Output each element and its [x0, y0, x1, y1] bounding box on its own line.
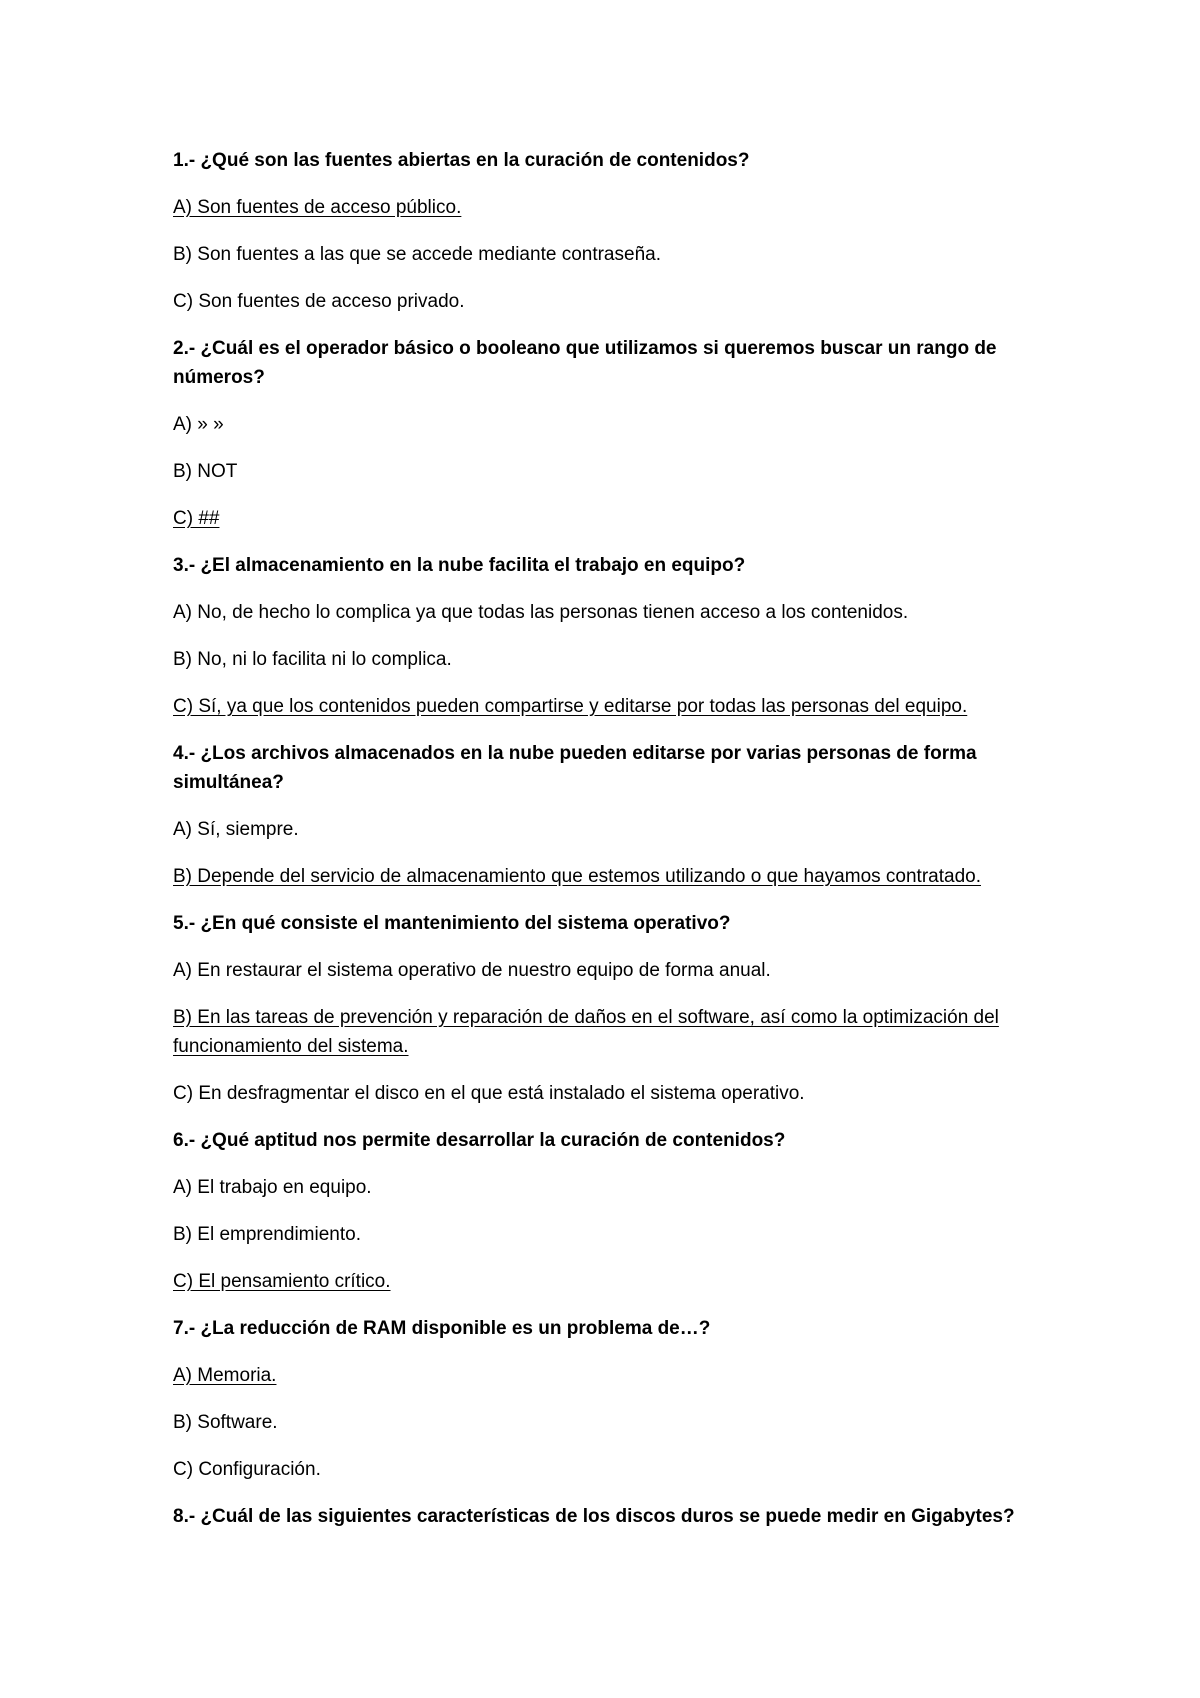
question-block: [173, 1502, 1053, 1531]
question-block: [173, 739, 1053, 891]
answer-option: A) » »: [173, 414, 224, 435]
question-text: 2.- ¿Cuál es el operador básico o booleano que utilizamos si queremos buscar un rango de números?: [173, 338, 997, 388]
question-text: 6.- ¿Qué aptitud nos permite desarrollar la curación de contenidos?: [173, 1130, 786, 1151]
answer-option: A) No, de hecho lo complica ya que todas las personas tienen acceso a los contenidos.: [173, 602, 909, 623]
question-text: 8.- ¿Cuál de las siguientes características de los discos duros se puede medir en Gigabytes?: [173, 1506, 1015, 1527]
quiz-list: [173, 146, 1053, 1549]
question-text: 7.- ¿La reducción de RAM disponible es un problema de…?: [173, 1318, 711, 1339]
question-block: [173, 146, 1053, 316]
answer-option: B) No, ni lo facilita ni lo complica.: [173, 649, 452, 670]
answer-option-correct: B) Depende del servicio de almacenamiento que estemos utilizando o que hayamos contratado.: [173, 866, 981, 887]
answer-option: A) En restaurar el sistema operativo de nuestro equipo de forma anual.: [173, 960, 771, 981]
answer-option-correct: C) El pensamiento crítico.: [173, 1271, 391, 1292]
answer-option: C) Configuración.: [173, 1459, 321, 1480]
question-block: [173, 551, 1053, 721]
question-text: 1.- ¿Qué son las fuentes abiertas en la curación de contenidos?: [173, 150, 750, 171]
answer-option-correct: C) Sí, ya que los contenidos pueden compartirse y editarse por todas las personas del equipo.: [173, 696, 968, 717]
answer-option: A) El trabajo en equipo.: [173, 1177, 372, 1198]
question-block: [173, 1314, 1053, 1484]
answer-option: C) En desfragmentar el disco en el que está instalado el sistema operativo.: [173, 1083, 805, 1104]
question-text: 4.- ¿Los archivos almacenados en la nube pueden editarse por varias personas de forma simultánea?: [173, 743, 977, 793]
answer-option: B) Son fuentes a las que se accede mediante contraseña.: [173, 244, 661, 265]
answer-option: C) Son fuentes de acceso privado.: [173, 291, 465, 312]
answer-option-correct: C) ##: [173, 508, 220, 529]
answer-option: B) NOT: [173, 461, 238, 482]
question-block: [173, 1126, 1053, 1296]
question-block: [173, 909, 1053, 1108]
answer-option-correct: A) Memoria.: [173, 1365, 277, 1386]
answer-option: B) Software.: [173, 1412, 278, 1433]
answer-option: A) Sí, siempre.: [173, 819, 299, 840]
answer-option-correct: A) Son fuentes de acceso público.: [173, 197, 462, 218]
answer-option: B) El emprendimiento.: [173, 1224, 361, 1245]
question-block: [173, 334, 1053, 533]
answer-option-correct: B) En las tareas de prevención y reparación de daños en el software, así como la optimización del funcionamiento del sistema.: [173, 1007, 999, 1057]
question-text: 3.- ¿El almacenamiento en la nube facilita el trabajo en equipo?: [173, 555, 746, 576]
question-text: 5.- ¿En qué consiste el mantenimiento del sistema operativo?: [173, 913, 731, 934]
